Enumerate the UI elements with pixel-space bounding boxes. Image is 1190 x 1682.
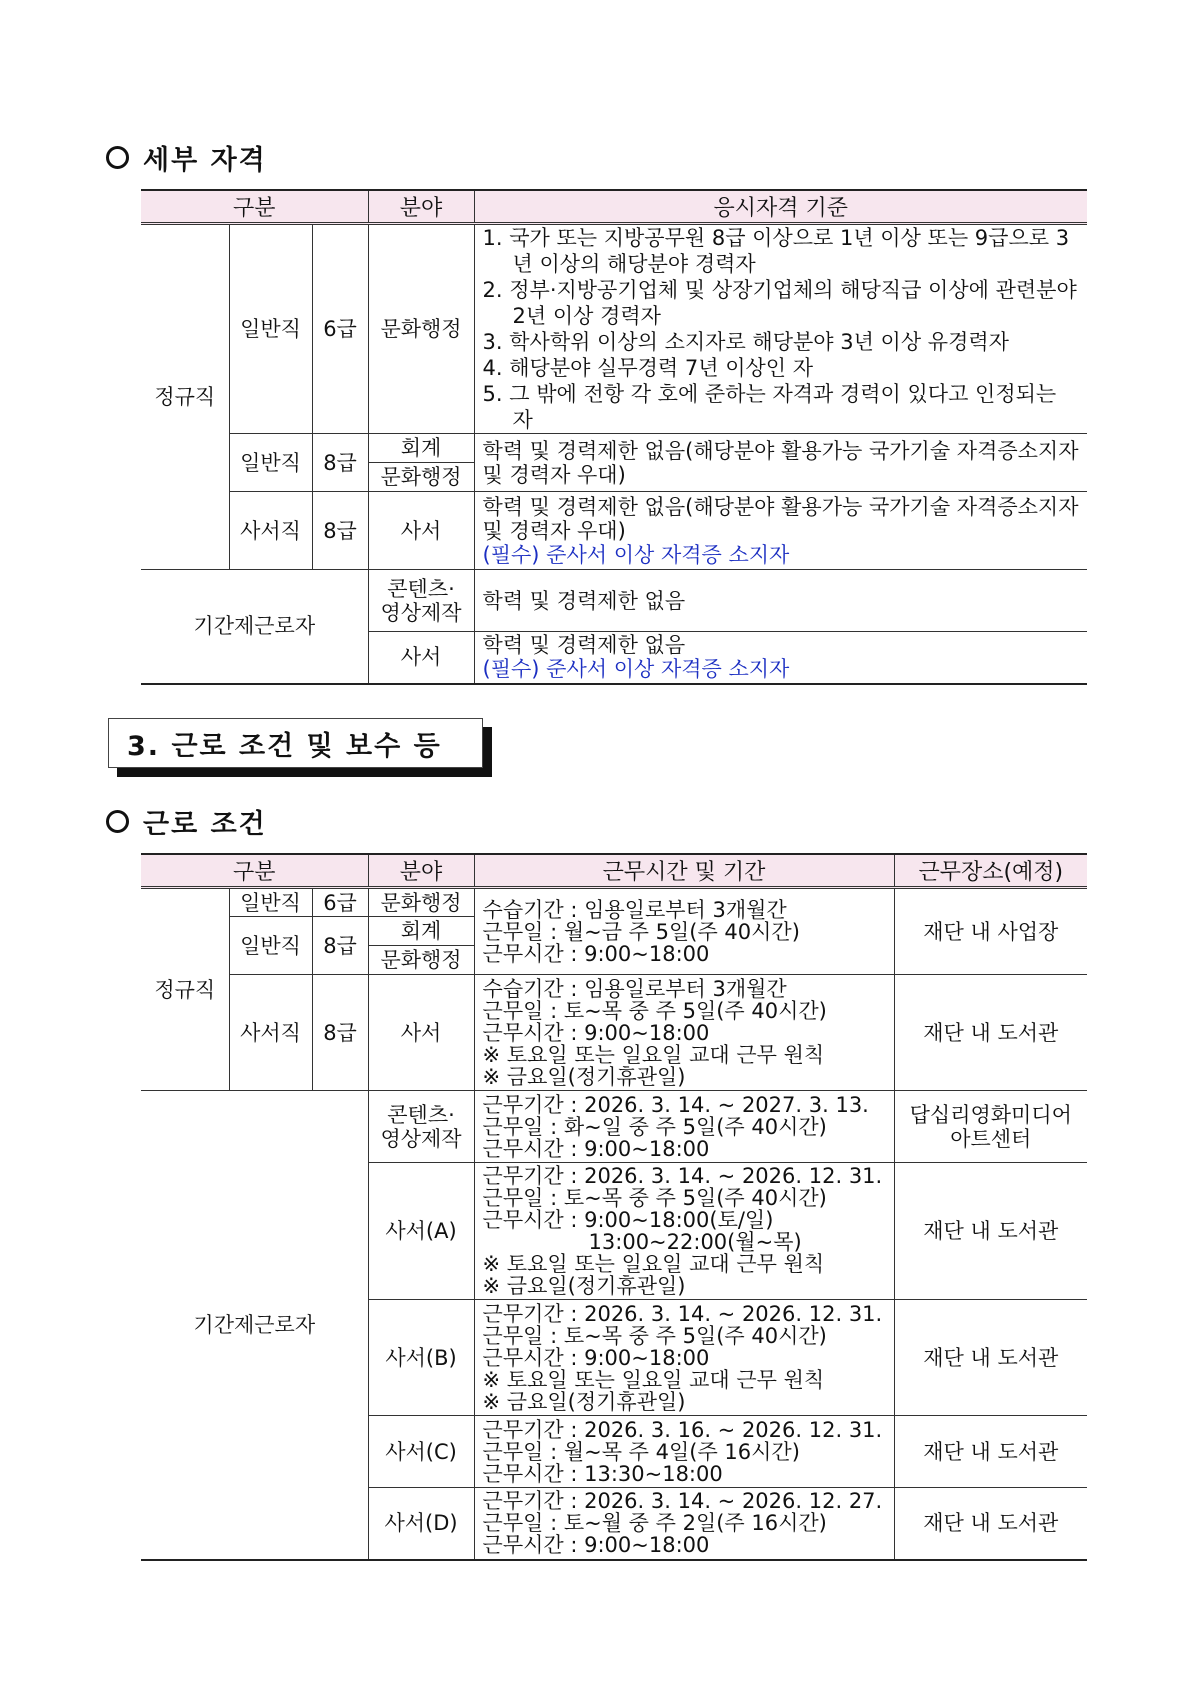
section-heading-qualifications [106,138,267,177]
hours-line: 수습기간 : 임용일로부터 3개월간 [482,897,787,922]
circle-bullet-icon [106,146,129,169]
hours-line: ※ 금요일(정기휴관일) [482,1389,686,1414]
criteria-cell [474,632,1087,684]
field: 사서(B) [368,1300,474,1416]
job-type: 일반직 [229,917,312,975]
hours-line: 근무일 : 토~월 중 주 2일(주 16시간) [482,1511,827,1536]
field: 회계 [368,917,474,946]
hours-line: 근무기간 : 2026. 3. 14. ~ 2026. 12. 27. [482,1489,883,1514]
grade: 8급 [312,434,368,492]
table-row [141,434,1087,463]
place-cell: 재단 내 사업장 [894,888,1087,975]
hours-cell [474,888,894,975]
field: 사서(C) [368,1416,474,1488]
job-type: 일반직 [229,888,312,917]
hours-cell [474,1416,894,1488]
grade: 8급 [312,917,368,975]
hours-line: 근무기간 : 2026. 3. 16. ~ 2026. 12. 31. [482,1417,883,1442]
hours-line: 근무시간 : 9:00~18:00 [482,1020,710,1045]
field: 문화행정 [368,463,474,492]
job-type: 일반직 [229,224,312,434]
field-line: 콘텐츠· [387,1102,455,1127]
list-item: 3. 학사학위 이상의 소지자로 해당분야 3년 이상 유경력자 [482,330,1009,354]
header-category: 구분 [141,190,368,224]
hours-line: 근무일 : 월~목 주 4일(주 16시간) [482,1439,800,1464]
section-heading-conditions [106,802,267,841]
category-regular: 정규직 [141,888,229,1091]
field: 사서 [368,975,474,1091]
hours-cell [474,1091,894,1163]
header-category: 구분 [141,854,368,888]
hours-line: 근무시간 : 13:30~18:00 [482,1461,723,1486]
grade: 6급 [312,224,368,434]
table-row [141,492,1087,570]
field [368,1091,474,1163]
table-row [141,570,1087,632]
place-cell: 재단 내 도서관 [894,1300,1087,1416]
category-temporary: 기간제근로자 [141,1091,368,1560]
hours-line: ※ 토요일 또는 일요일 교대 근무 원칙 [482,1367,825,1392]
hours-line: ※ 금요일(정기휴관일) [482,1064,686,1089]
section-title: 근로 조건 [143,809,267,840]
criteria-cell: 학력 및 경력제한 없음 [474,570,1087,632]
field-line: 영상제작 [380,1126,462,1151]
section-banner-title: 3. 근로 조건 및 보수 등 [127,730,442,762]
field: 문화행정 [368,224,474,434]
criteria-cell [474,224,1087,434]
hours-line: ※ 금요일(정기휴관일) [482,1274,686,1298]
place-cell [894,1091,1087,1163]
required-note: (필수) 준사서 이상 자격증 소지자 [482,657,790,682]
criteria-cell [474,492,1087,570]
hours-line: ※ 토요일 또는 일요일 교대 근무 원칙 [482,1252,825,1276]
criteria-cell: 학력 및 경력제한 없음(해당분야 활용가능 국가기술 자격증소지자 및 경력자 우대) [474,434,1087,492]
header-hours: 근무시간 및 기간 [474,854,894,888]
category-regular: 정규직 [141,224,229,570]
table-row [141,975,1087,1091]
qualifications-table [141,189,1087,685]
header-field: 분야 [368,854,474,888]
table-header-row [141,854,1087,888]
hours-line: 근무시간 : 9:00~18:00 [482,1136,710,1161]
hours-line: 근무시간 : 9:00~18:00 [482,1345,710,1370]
hours-line: 근무일 : 토~목 중 주 5일(주 40시간) [482,998,827,1023]
field: 사서(D) [368,1488,474,1560]
place-cell: 재단 내 도서관 [894,1163,1087,1300]
hours-line: 근무일 : 화~일 중 주 5일(주 40시간) [482,1114,827,1139]
field: 사서 [368,492,474,570]
hours-line: 근무기간 : 2026. 3. 14. ~ 2027. 3. 13. [482,1092,869,1117]
required-note: (필수) 준사서 이상 자격증 소지자 [482,542,790,567]
place-line: 답십리영화미디어 [909,1102,1072,1127]
hours-line: 근무시간 : 9:00~18:00 [482,941,710,966]
hours-cell [474,1488,894,1560]
list-item: 2. 정부·지방공기업체 및 상장기업체의 해당직급 이상에 관련분야 2년 이상 경력자 [482,278,1077,328]
field [368,570,474,632]
hours-cell [474,1300,894,1416]
section-title: 세부 자격 [143,145,267,176]
grade: 8급 [312,975,368,1091]
category-temporary: 기간제근로자 [141,570,368,684]
place-cell: 재단 내 도서관 [894,975,1087,1091]
field-line: 영상제작 [380,600,462,625]
header-field: 분야 [368,190,474,224]
field: 문화행정 [368,946,474,975]
hours-line: 근무기간 : 2026. 3. 14. ~ 2026. 12. 31. [482,1164,883,1188]
criteria-text: 학력 및 경력제한 없음 [482,633,686,658]
table-row [141,224,1087,434]
field-line: 콘텐츠· [387,576,455,601]
job-type: 사서직 [229,975,312,1091]
list-item: 5. 그 밖에 전항 각 호에 준하는 자격과 경력이 있다고 인정되는 자 [482,382,1057,432]
list-item: 4. 해당분야 실무경력 7년 이상인 자 [482,356,814,380]
list-item: 1. 국가 또는 지방공무원 8급 이상으로 1년 이상 또는 9급으로 3년 이상의 해당분야 경력자 [482,226,1070,276]
working-conditions-table [141,853,1087,1561]
hours-cell [474,975,894,1091]
field: 회계 [368,434,474,463]
hours-line: 수습기간 : 임용일로부터 3개월간 [482,976,787,1001]
place-cell: 재단 내 도서관 [894,1416,1087,1488]
grade: 6급 [312,888,368,917]
hours-line: 근무시간 : 9:00~18:00(토/일) [482,1208,774,1232]
hours-line: 근무시간 : 9:00~18:00 [482,1533,710,1558]
table-header-row [141,190,1087,224]
header-place: 근무장소(예정) [894,854,1087,888]
job-type: 사서직 [229,492,312,570]
place-cell: 재단 내 도서관 [894,1488,1087,1560]
place-line: 아트센터 [950,1126,1032,1151]
hours-line: 근무일 : 월~금 주 5일(주 40시간) [482,919,800,944]
grade: 8급 [312,492,368,570]
field: 문화행정 [368,888,474,917]
header-criteria: 응시자격 기준 [474,190,1087,224]
field: 사서 [368,632,474,684]
field: 사서(A) [368,1163,474,1300]
circle-bullet-icon [106,810,129,833]
criteria-text: 학력 및 경력제한 없음(해당분야 활용가능 국가기술 자격증소지자 및 경력자 우대) [482,494,1079,543]
table-row [141,1091,1087,1163]
hours-line: 13:00~22:00(월~목) [588,1230,802,1254]
hours-line: ※ 토요일 또는 일요일 교대 근무 원칙 [482,1042,825,1067]
hours-line: 근무일 : 토~목 중 주 5일(주 40시간) [482,1186,827,1210]
job-type: 일반직 [229,434,312,492]
table-row [141,888,1087,917]
section-banner [108,718,483,768]
hours-line: 근무일 : 토~목 중 주 5일(주 40시간) [482,1323,827,1348]
hours-cell [474,1163,894,1300]
hours-line: 근무기간 : 2026. 3. 14. ~ 2026. 12. 31. [482,1301,883,1326]
